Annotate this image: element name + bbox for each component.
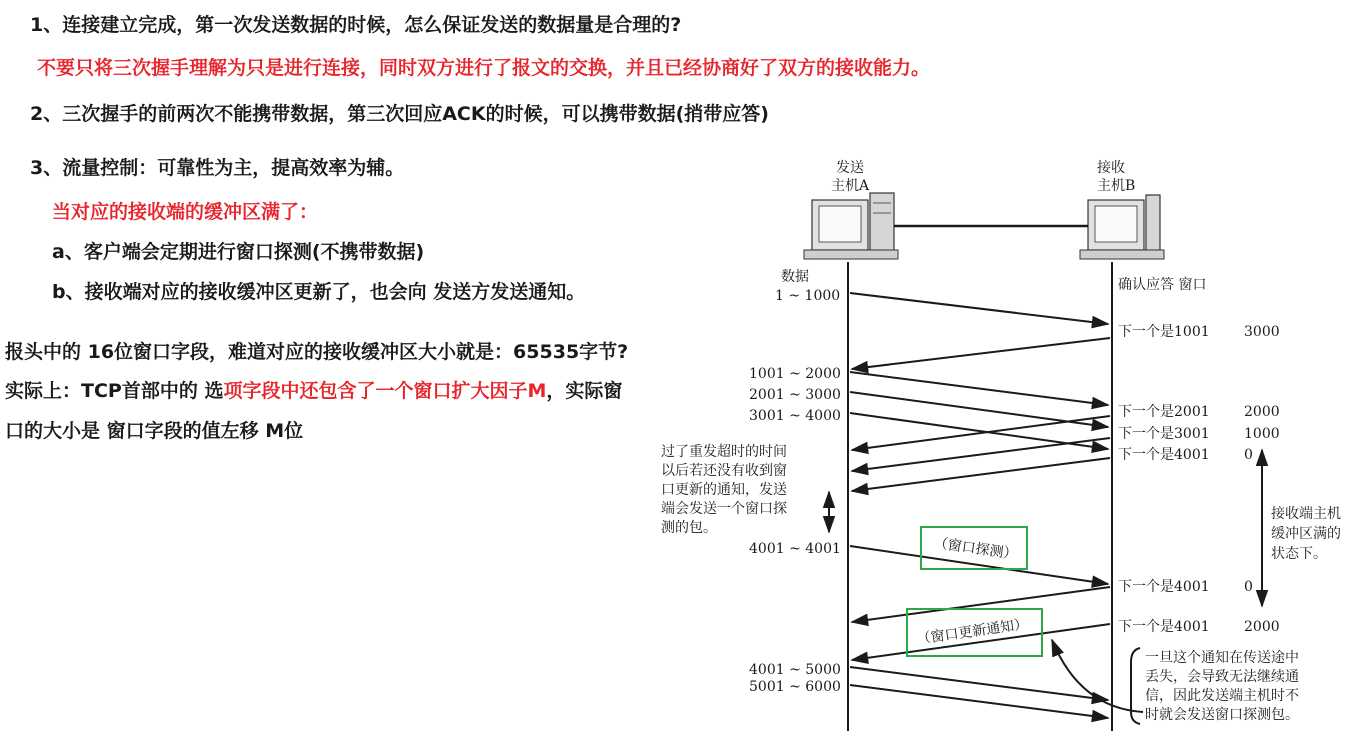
lost-note-line: 丢失，会导致无法继续通 (1145, 669, 1299, 685)
computer-b-icon (1080, 195, 1164, 259)
note-item-2: 2、三次握手的前两次不能携带数据，第三次回应ACK的时候，可以携带数据(捎带应答) (30, 103, 769, 125)
ack-label: 下一个是4001 (1118, 619, 1210, 635)
window-value: 1000 (1244, 426, 1280, 442)
data-arrow (850, 372, 1108, 405)
window-probe-label: （窗口探测） (932, 535, 1019, 563)
ack-arrow (852, 458, 1110, 491)
note-para-line-2-highlight: 项字段中还包含了一个窗口扩大因子M (223, 380, 547, 402)
lost-notice-pointer-arrow (1052, 640, 1143, 712)
lost-note-line: 一旦这个通知在传送途中 (1145, 650, 1299, 666)
ack-arrow (852, 338, 1110, 369)
ack-arrow (852, 587, 1110, 622)
note-item-3: 3、流量控制：可靠性为主，提高效率为辅。 (30, 157, 405, 179)
ack-label: 下一个是1001 (1118, 324, 1210, 340)
note-item-3a: a、客户端会定期进行窗口探测(不携带数据) (52, 241, 425, 263)
data-arrow (850, 293, 1108, 324)
segment-label: 4001 ~ 5000 (749, 662, 841, 678)
segment-label: 5001 ~ 6000 (749, 679, 841, 695)
data-arrow (850, 685, 1108, 718)
note-item-3b: b、接收端对应的接收缓冲区更新了，也会向 发送方发送通知。 (52, 281, 586, 303)
ack-label: 下一个是3001 (1118, 426, 1210, 442)
window-value: 2000 (1244, 404, 1280, 420)
ack-label: 下一个是4001 (1118, 447, 1210, 463)
window-update-label: （窗口更新通知） (915, 616, 1030, 648)
host-a-label-1: 发送 (836, 160, 864, 176)
note-para-line-1: 报头中的 16位窗口字段，难道对应的接收缓冲区大小就是：65535字节? (5, 341, 629, 363)
note-para-line-2a: 实际上：TCP首部中的 选 (5, 380, 224, 402)
lost-note-line: 时就会发送窗口探测包。 (1145, 707, 1299, 723)
timeout-note-line: 以后若还没有收到窗 (661, 463, 787, 479)
ack-arrow (852, 438, 1110, 471)
window-value: 2000 (1244, 619, 1280, 635)
buffer-full-note-line: 缓冲区满的 (1271, 526, 1341, 542)
lost-note-line: 信，因此发送端主机时不 (1145, 688, 1299, 704)
timeout-note-line: 端会发送一个窗口探 (661, 501, 787, 517)
note-para-line-2b: ，实际窗 (546, 380, 623, 402)
timeout-note-line: 口更新的通知，发送 (661, 482, 787, 498)
note-item-1: 1、连接建立完成，第一次发送数据的时候，怎么保证发送的数据量是合理的? (30, 14, 682, 36)
host-b-label-1: 接收 (1097, 160, 1125, 176)
ack-label: 下一个是2001 (1118, 404, 1210, 420)
ack-header: 确认应答 窗口 (1118, 277, 1207, 293)
note-para-line-3: 口的大小是 窗口字段的值左移 M位 (5, 420, 304, 442)
note-item-3-highlight: 当对应的接收端的缓冲区满了： (52, 201, 319, 223)
segment-label: 2001 ~ 3000 (749, 387, 841, 403)
timeout-note-line: 测的包。 (661, 520, 717, 536)
buffer-full-note-line: 接收端主机 (1271, 506, 1341, 522)
buffer-full-note-line: 状态下。 (1271, 546, 1327, 562)
computer-a-icon (804, 193, 898, 259)
segment-label: 1 ~ 1000 (775, 288, 841, 304)
timeout-note-line: 过了重发超时的时间 (661, 444, 787, 460)
window-value: 3000 (1244, 324, 1280, 340)
segment-label: 3001 ~ 4000 (749, 408, 841, 424)
probe-segment-label: 4001 ~ 4001 (749, 541, 841, 557)
ack-label: 下一个是4001 (1118, 579, 1210, 595)
ack-arrow (852, 416, 1110, 450)
window-value: 0 (1244, 579, 1253, 595)
host-a-label-2: 主机A (831, 178, 870, 194)
host-b-label-2: 主机B (1097, 178, 1136, 194)
segment-label: 1001 ~ 2000 (749, 366, 841, 382)
data-header: 数据 (781, 269, 809, 285)
window-value: 0 (1244, 447, 1253, 463)
note-item-1-highlight: 不要只将三次握手理解为只是进行连接，同时双方进行了报文的交换，并且已经协商好了双方的接收能力。 (37, 57, 931, 79)
